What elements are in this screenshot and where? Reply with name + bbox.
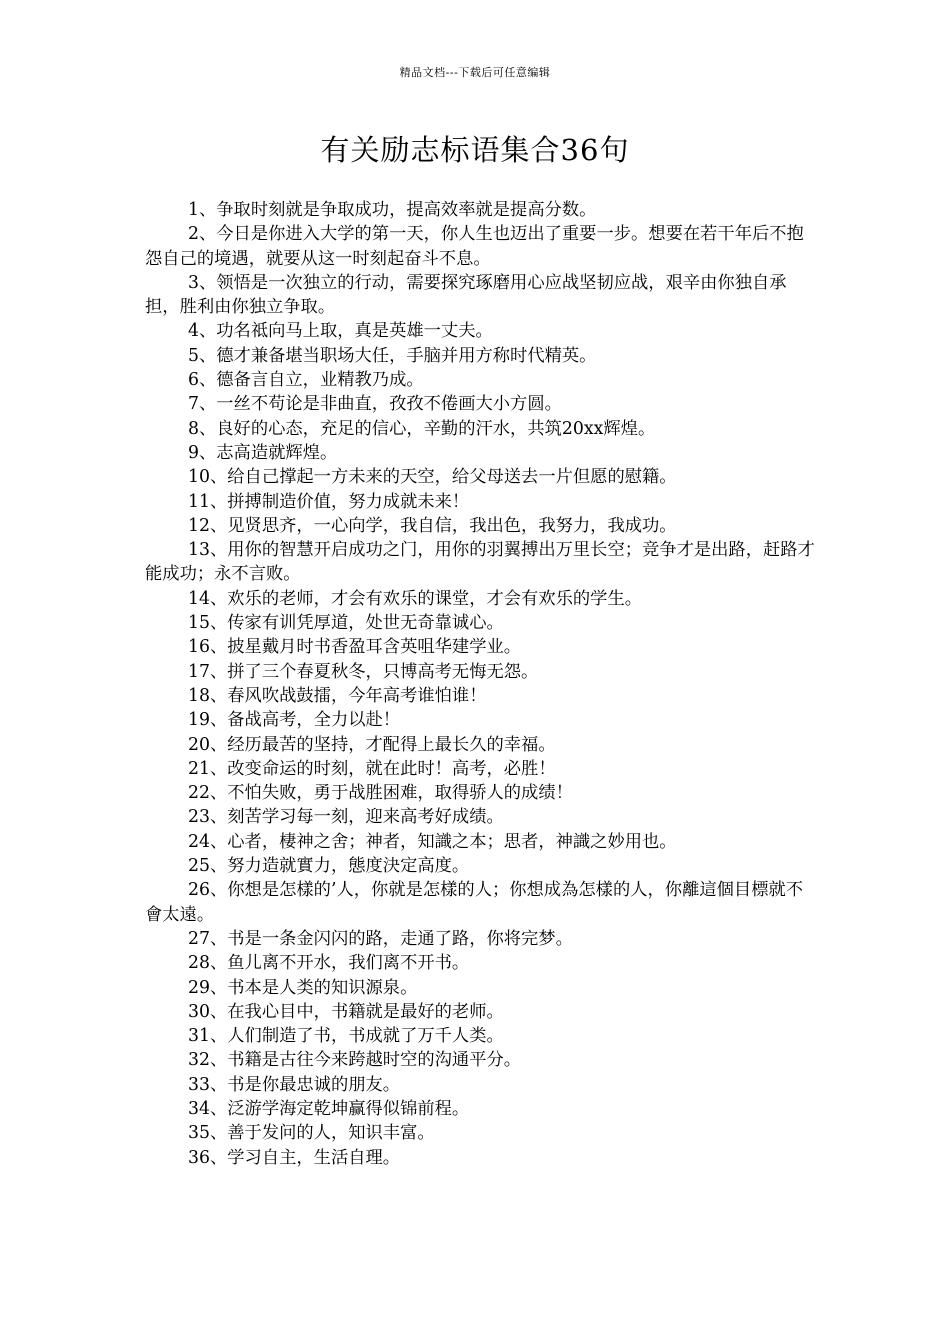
page-title: 有关励志标语集合36句 [320,133,630,167]
list-item: 4、功名祗向马上取，真是英雄一丈夫。 [188,321,493,342]
list-item: 35、善于发问的人，知识丰富。 [188,1123,435,1144]
list-item: 36、学习自主，生活自理。 [188,1147,401,1168]
list-item: 6、德备言自立，业精教乃成。 [188,370,424,391]
list-item: 17、拼了三个春夏秋冬，只博高考无悔无怨。 [188,661,539,682]
list-item: 26、你想是怎樣的’人，你就是怎樣的人；你想成為怎樣的人，你離這個目標就不會太遠。 [145,880,804,925]
list-item: 11、拼搏制造价值，努力成就未来！ [188,491,470,512]
list-item: 8、良好的心态，充足的信心，辛勤的汗水，共筑20xx辉煌。 [188,418,656,439]
list-item: 16、披星戴月时书香盈耳含英咀华建学业。 [188,637,522,658]
list-item: 12、见贤思齐，一心向学，我自信，我出色，我努力，我成功。 [188,515,677,536]
slogan-list [145,198,815,1170]
list-item: 23、刻苦学习每一刻，迎来高考好成绩。 [188,807,504,828]
list-item: 7、一丝不苟论是非曲直，孜孜不倦画大小方圆。 [188,394,562,415]
list-item: 24、心者，棲神之舍；神者，知識之本；思者，神識之妙用也。 [188,831,677,852]
list-item: 22、不怕失败，勇于战胜困难，取得骄人的成绩！ [188,783,573,804]
list-item: 33、书是你最忠诚的朋友。 [188,1074,401,1095]
list-item: 21、改变命运的时刻，就在此时！高考，必胜！ [188,758,556,779]
list-item: 29、书本是人类的知识源泉。 [188,977,418,998]
list-item: 14、欢乐的老师，才会有欢乐的课堂，才会有欢乐的学生。 [188,588,643,609]
list-item: 32、书籍是古往今来跨越时空的沟通平分。 [188,1050,522,1071]
list-item: 10、给自己撑起一方未来的天空，给父母送去一片但愿的慰籍。 [188,467,677,488]
list-item: 15、传家有训凭厚道，处世无奇靠诚心。 [188,613,504,634]
list-item: 27、书是一条金闪闪的路，走通了路，你将完梦。 [188,928,573,949]
list-item: 28、鱼儿离不开水，我们离不开书。 [188,953,470,974]
list-item: 3、领悟是一次独立的行动，需要探究琢磨用心应战坚韧应战，艰辛由你独自承担，胜利由你独立争取。 [145,272,787,318]
list-item: 34、泛游学海定乾坤赢得似锦前程。 [188,1098,470,1119]
list-item: 18、春风吹战鼓擂，今年高考谁怕谁！ [188,685,487,706]
list-item: 25、努力造就實力，態度決定高度。 [188,856,470,877]
list-item: 30、在我心目中，书籍就是最好的老师。 [188,1001,504,1022]
list-item: 20、经历最苦的坚持，才配得上最长久的幸福。 [188,734,556,755]
list-item: 31、人们制造了书，书成就了万千人类。 [188,1026,504,1047]
header-note: 精品文档---下载后可任意编辑 [399,66,551,79]
list-item: 1、争取时刻就是争取成功，提高效率就是提高分数。 [188,200,597,220]
list-item: 9、志高造就辉煌。 [188,442,338,463]
list-item: 5、德才兼备堪当职场大任，手脑并用方称时代精英。 [188,345,597,366]
list-item: 13、用你的智慧开启成功之门，用你的羽翼搏出万里长空；竞争才是出路，赶路才能成功；永不言败。 [145,540,815,585]
list-item: 2、今日是你进入大学的第一天，你人生也迈出了重要一步。想要在若干年后不抱怨自己的境遇，就要从这一时刻起奋斗不息。 [145,224,804,269]
list-item: 19、备战高考，全力以赴！ [188,710,401,731]
